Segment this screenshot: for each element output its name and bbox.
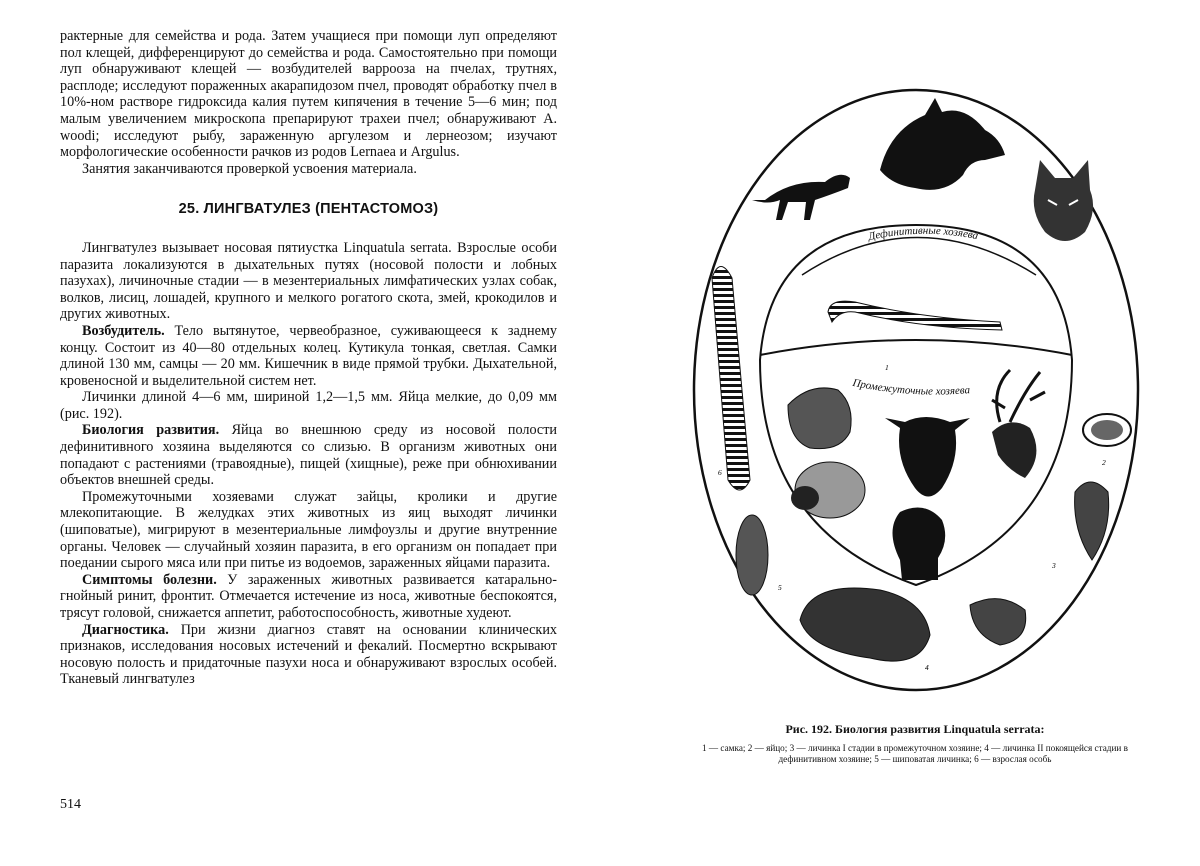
intro-closing: Занятия заканчиваются проверкой усвоения материала. (82, 160, 417, 177)
wolf-image (1034, 160, 1093, 241)
left-page (60, 28, 557, 838)
paragraph-symptoms (60, 572, 557, 622)
paragraph-intro: Лингватулез вызывает носовая пятиустка Linquatula serrata. Взрослые особи паразита локализуются в дыхательных путях (носовой полости и лобных пазухах), личиночные стадии — в мезентериальных лимфатических узлах собак, волков, лисиц, лошадей, крупного и мелкого рогатого скота, змей, крокодилов и других животных. (60, 239, 557, 323)
definitive-band (802, 238, 1036, 276)
page-number: 514 (60, 797, 81, 812)
biology-lead: Биология развития. (82, 422, 220, 439)
intermediate-hosts-label: Промежуточные хозяева (851, 376, 971, 398)
adult-worm-image (828, 301, 1002, 330)
pathogen-lead: Возбудитель. (82, 322, 165, 339)
paragraph-pathogen (60, 323, 557, 389)
paragraph-hosts: Промежуточными хозяевами служат зайцы, кролики и другие млекопитающие. В желудках этих животных из яиц выходят личинки (шиповатые), мигрируют в мезентериальные лимфоузлы и другие внутренние органы. Человек — случайный хозяин паразита, в его организм он попадает при поедании сырого мяса или при питье из водоемов, зараженных яйцами паразита. (60, 488, 557, 572)
pathogen-text: Тело вытянутое, червеобразное, суживающееся к заднему концу. Состоит из 40—80 отдельных колец. Кутикула тонкая, светлая. Самки длиной 130 мм, самцы — 20 мм. Кишечник в виде прямой трубки. Дыхательной, кровеносной и выделительной систем нет. (60, 322, 557, 389)
fox-image (752, 175, 850, 220)
caption-title: Рис. 192. Биология развития Linquatula serrata: (785, 722, 1045, 736)
paragraph-diagnosis (60, 622, 557, 688)
caption-legend: 1 — самка; 2 — яйцо; 3 — личинка I стадии в промежуточном хозяине; 4 — личинка II покоящейся стадии в дефинитивном хозяине; 5 — шиповатая личинка; 6 — взрослая особь (702, 743, 1128, 764)
dog-image (880, 98, 1005, 190)
symptoms-lead: Симптомы болезни. (82, 571, 217, 588)
symptoms-text: У зараженных животных развивается катарально-гнойный ринит, фронтит. Отмечается истечение из носа, животные беспокоятся, трясут головой, снижается аппетит, работоспособность, животные худеют. (60, 571, 557, 621)
diagnosis-text: При жизни диагноз ставят на основании клинических признаков, исследования носовых истечений и фекалий. Посмертно вскрывают носовую полость и придаточные пазухи носа и обнаруживают взрослых особей. Тканевый лингватулез (60, 621, 557, 688)
life-cycle-figure (680, 60, 1150, 700)
deer-image (992, 370, 1045, 478)
figure-caption (675, 722, 1155, 765)
intro-paragraph: рактерные для семейства и рода. Затем учащиеся при помощи луп определяют пол клещей, дифференцируют до семейства и рода. Самостоятельно при помощи луп обнаруживают клещей — возбудителей варрооза на пчелах, трутнях, расплоде; исследуют пораженных акарапидозом пчел, проводят обработку пчел в 10%-ном растворе гидроксида калия путем кипячения в течение 5—6 мин; под малым увеличением микроскопа препарируют трахеи пчел; обнаруживают A. woodi; исследуют рыбу, зараженную аргулезом и лернеозом; изучают морфологические особенности рачков из родов Lernaea и Argulus. (60, 28, 557, 161)
stage-4-larva-image (800, 588, 1026, 661)
figure-number-1: 1 (885, 363, 889, 372)
paragraph-larvae: Личинки длиной 4—6 мм, шириной 1,2—1,5 мм. Яйца мелкие, до 0,09 мм (рис. 192). (60, 389, 557, 422)
section-heading: 25. ЛИНГВАТУЛЕЗ (ПЕНТАСТОМОЗ) (178, 201, 439, 218)
biology-text: Яйца во внешнюю среду из носовой полости дефинитивного хозяина выделяются со слизью. В организм животных они попадают с растениями (травоядные), пищей (хищные), реже при обнюхивании объектов внешней среды. (60, 422, 557, 489)
divider-line (760, 340, 1072, 355)
paragraph-biology (60, 422, 557, 488)
figure-number-5: 5 (778, 583, 782, 592)
text-column (60, 28, 557, 688)
diagnosis-lead: Диагностика. (82, 621, 169, 638)
figure-number-2: 2 (1102, 458, 1106, 467)
pig-image (788, 388, 851, 449)
definitive-hosts-label: Дефинитивные хозяева (867, 224, 980, 244)
human-head-image (893, 508, 946, 581)
stage-5-larva-image (736, 515, 768, 595)
sheep-image (791, 462, 865, 518)
cow-image (885, 417, 970, 497)
stage-6-adult-image (712, 267, 750, 491)
figure-number-6: 6 (718, 468, 722, 477)
stage-2-egg-image (1083, 414, 1131, 446)
figure-number-3: 3 (1052, 561, 1056, 570)
svg-text:Промежуточные хозяева (850, 377, 970, 398)
figure-number-4: 4 (925, 663, 929, 672)
